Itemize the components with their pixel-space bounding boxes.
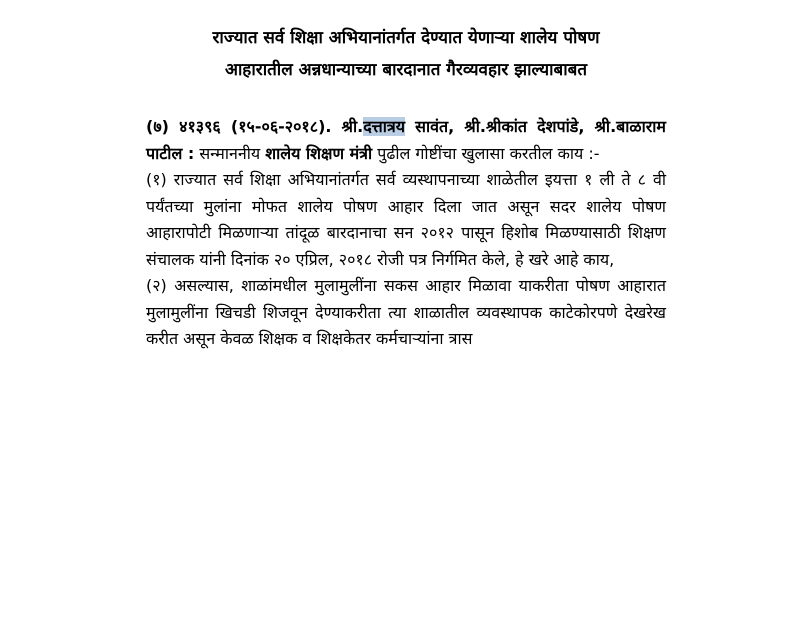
intro-before: सन्माननीय <box>194 143 266 163</box>
intro-after: पुढील गोष्टींचा खुलासा करतील काय :- <box>372 143 600 163</box>
question-part-2: (२) असल्यास, शाळांमधील मुलामुलींना सकस आहार मिळावा याकरीता पोषण आहारात मुलामुलींना खिचडी शिजवून देण्याकरीता त्या शाळातील व्यवस्थापक काटेकोरपणे देखरेख करीत असून केवळ शिक्षक व शिक्षकेतर कर्मचाऱ्यांना त्रास <box>146 276 666 348</box>
question-members: सावंत, श्री.श्रीकांत देशपांडे, श्री.बाळाराम पाटील : <box>146 117 666 163</box>
minister-name: शालेय शिक्षण मंत्री <box>265 143 373 163</box>
question-number-date: (७) ४१३९६ (१५-०६-२०१८). श्री. <box>146 117 364 136</box>
question-body <box>146 114 666 353</box>
title-line-1: राज्यात सर्व शिक्षा अभियानांतर्गत देण्यात येणाऱ्या शालेय पोषण <box>212 28 600 48</box>
document-page <box>146 22 666 353</box>
question-intro <box>146 114 666 167</box>
title-line-2: आहारातील अन्नधान्याच्या बारदानात गैरव्यवहार झाल्याबाबत <box>224 60 588 80</box>
highlighted-member-name: दत्तात्रय <box>363 117 405 136</box>
question-part-1: (१) राज्यात सर्व शिक्षा अभियानांतर्गत सर्व व्यस्थापनाच्या शाळेतील इयत्ता १ ली ते ८ वी पर्यंतच्या मुलांना मोफत शालेय पोषण आहार दिला जात असून सदर शालेय पोषण आहारापोटी मिळणाऱ्या तांदूळ बारदानाचा सन २०१२ पासून हिशोब मिळण्यासाठी शिक्षण संचालक यांनी दिनांक २० एप्रिल, २०१८ रोजी पत्र निर्गमित केले, हे खरे आहे काय, <box>146 170 666 269</box>
document-title <box>146 22 666 86</box>
